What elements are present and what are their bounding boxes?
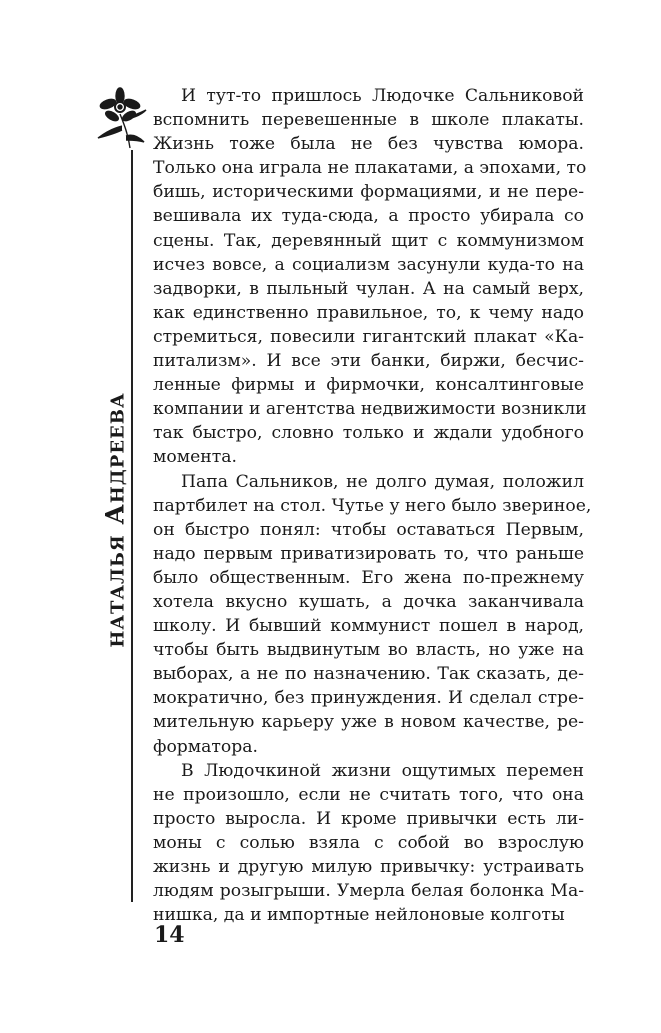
text-line: мительную карьеру уже в новом качестве, ре-	[153, 712, 584, 733]
text-line: жизнь и другую милую привычку: устраивать	[153, 857, 584, 877]
text-line: Папа Сальников, не долго думая, положил	[181, 471, 584, 492]
text-line: исчез вовсе, а социализм засунули куда-то на	[153, 254, 584, 275]
text-line: школу. И бывший коммунист пошел в народ,	[153, 616, 584, 637]
paragraph	[153, 759, 584, 928]
text-line: стремиться, повесили гигантский плакат «Ка-	[153, 326, 584, 347]
text-line: партбилет на стол. Чутье у него было звериное,	[153, 495, 592, 516]
text-line: бишь, историческими формациями, и не пере-	[153, 182, 584, 203]
text-line: не произошло, если не считать того, что она	[153, 784, 584, 805]
side-rule	[131, 150, 133, 902]
text-line: надо первым приватизировать то, что раньше	[153, 543, 584, 564]
flower-ornament-icon	[92, 86, 148, 150]
author-last-name: Андреева	[100, 392, 130, 525]
text-line: задворки, в пыльный чулан. А на самый верх,	[153, 278, 584, 299]
author-name-text	[100, 392, 130, 648]
page-number: 14	[154, 922, 185, 948]
text-line: вспомнить перевешенные в школе плакаты.	[153, 110, 584, 131]
text-line: так быстро, словно только и ждали удобного	[153, 423, 584, 444]
text-line: было общественным. Его жена по-прежнему	[153, 567, 584, 588]
text-line: момента.	[153, 447, 237, 468]
text-line: выборах, а не по назначению. Так сказать, де-	[153, 664, 584, 685]
author-first-name: наталья	[100, 534, 130, 648]
text-line: питализм». И все эти банки, биржи, бесчис-	[153, 351, 584, 372]
text-line: хотела вкусно кушать, а дочка заканчивала	[153, 591, 584, 612]
text-line: просто выросла. И кроме привычки есть ли-	[153, 808, 584, 829]
text-line: ленные фирмы и фирмочки, консалтинговые	[153, 375, 584, 396]
text-line: он быстро понял: чтобы оставаться Первым,	[153, 519, 584, 540]
body-text	[153, 84, 592, 927]
paragraph	[153, 470, 592, 759]
paragraph	[153, 84, 587, 470]
text-line: людям розыгрыши. Умерла белая болонка Ма-	[153, 881, 584, 902]
text-line: нишка, да и импортные нейлоновые колготы	[153, 905, 565, 926]
text-line: В Людочкиной жизни ощутимых перемен	[181, 760, 584, 781]
text-line: Только она играла не плакатами, а эпохами, то	[153, 158, 587, 179]
text-line: форматора.	[153, 736, 258, 757]
text-line: сцены. Так, деревянный щит с коммунизмом	[153, 230, 584, 251]
text-line: мократично, без принуждения. И сделал стре-	[153, 688, 584, 709]
text-line: моны с солью взяла с собой во взрослую	[153, 832, 584, 853]
text-line: как единственно правильное, то, к чему надо	[153, 302, 584, 323]
text-line: чтобы быть выдвинутым во власть, но уже на	[153, 640, 584, 661]
text-line: Жизнь тоже была не без чувства юмора.	[153, 134, 584, 155]
text-line: компании и агентства недвижимости возникли	[153, 399, 587, 420]
text-line: И тут-то пришлось Людочке Сальниковой	[181, 86, 584, 106]
text-line: вешивала их туда-сюда, а просто убирала со	[153, 206, 584, 227]
